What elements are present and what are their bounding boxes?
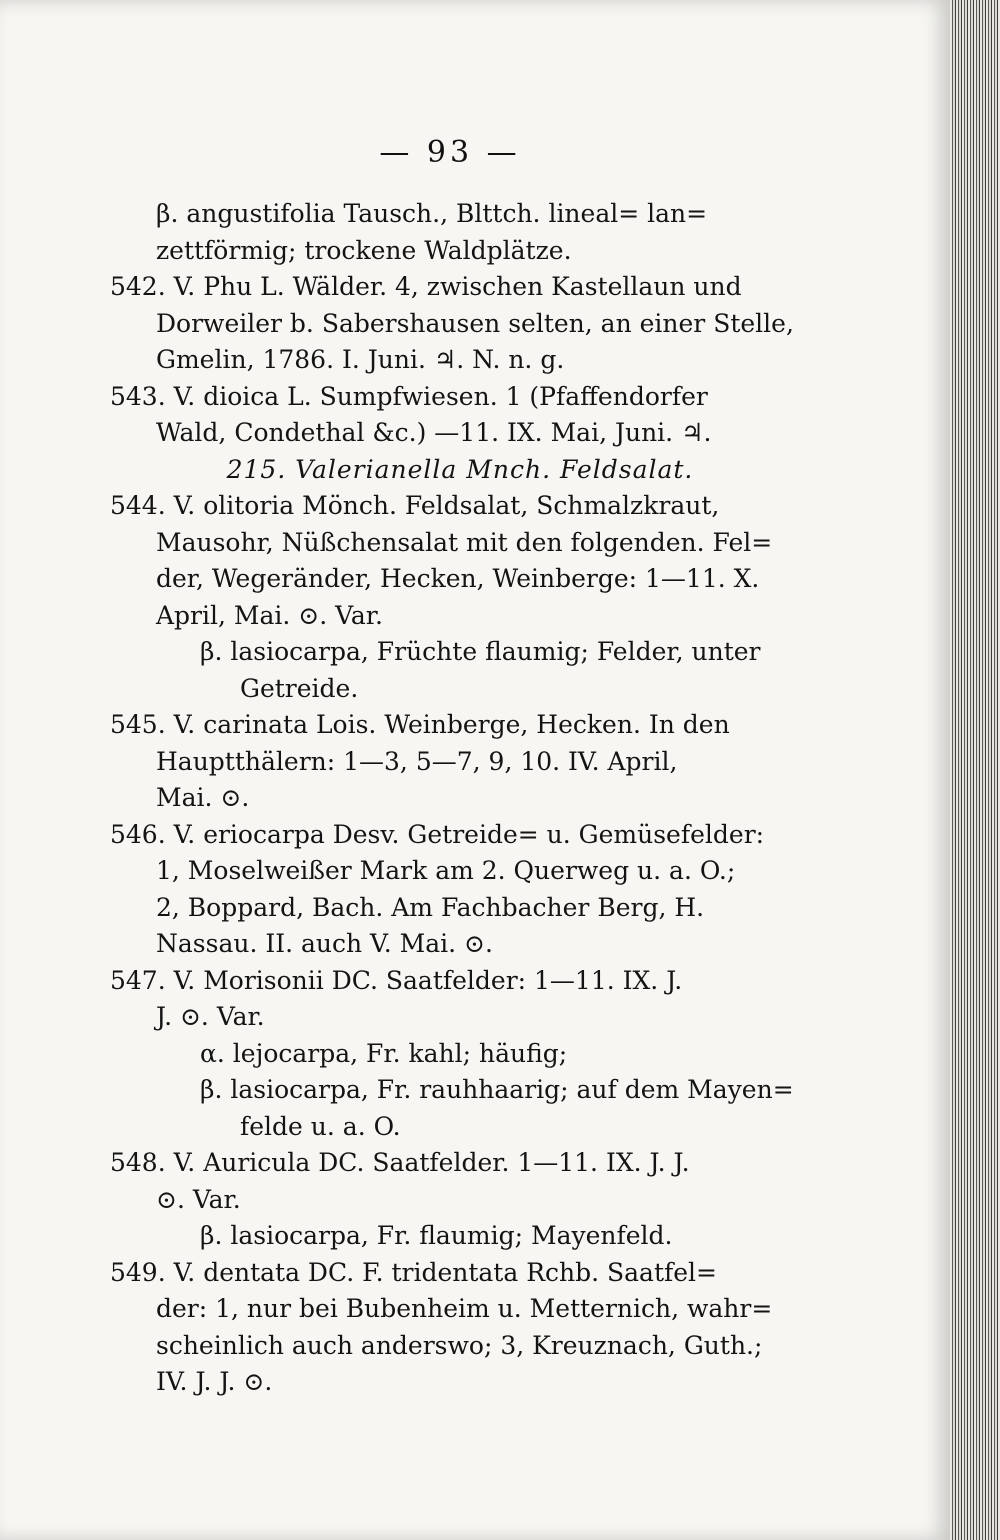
text-line: felde u. a. O.	[240, 1111, 401, 1141]
text-line: β. lasiocarpa, Früchte flaumig; Felder, unter	[200, 637, 761, 666]
page-body	[110, 196, 810, 1401]
genus-heading: 215. Valerianella Mnch. Feldsalat.	[226, 454, 694, 484]
text-line: Wald, Condethal &c.) —11. IX. Mai, Juni. ♃.	[156, 418, 712, 447]
text-line: Hauptthälern: 1—3, 5—7, 9, 10. IV. April,	[156, 746, 678, 776]
page-edge	[950, 0, 1000, 1540]
text-line: IV. J. J. ⊙.	[156, 1367, 273, 1396]
text-line: α. lejocarpa, Fr. kahl; häufig;	[200, 1038, 568, 1068]
text-line: April, Mai. ⊙. Var.	[156, 600, 383, 630]
text-line: β. lasiocarpa, Fr. rauhhaarig; auf dem Mayen=	[200, 1075, 794, 1104]
text-line: 1, Moselweißer Mark am 2. Querweg u. a. O.;	[156, 856, 736, 885]
text-line: 548. V. Auricula DC. Saatfelder. 1—11. IX. J. J.	[110, 1148, 690, 1177]
text-line: Nassau. II. auch V. Mai. ⊙.	[156, 929, 493, 958]
text-line: β. lasiocarpa, Fr. flaumig; Mayenfeld.	[200, 1221, 673, 1250]
text-line: 2, Boppard, Bach. Am Fachbacher Berg, H.	[156, 892, 705, 922]
text-line: scheinlich auch anderswo; 3, Kreuznach, Guth.;	[156, 1330, 763, 1360]
text-line: ⊙. Var.	[156, 1184, 241, 1214]
text-line: 547. V. Morisonii DC. Saatfelder: 1—11. IX. J.	[110, 965, 683, 995]
text-line: Gmelin, 1786. I. Juni. ♃. N. n. g.	[156, 345, 565, 374]
text-line: Dorweiler b. Sabershausen selten, an einer Stelle,	[156, 308, 794, 338]
text-line: 543. V. dioica L. Sumpfwiesen. 1 (Pfaffendorfer	[110, 381, 708, 411]
text-line: J. ⊙. Var.	[156, 1002, 265, 1031]
text-line: 549. V. dentata DC. F. tridentata Rchb. Saatfel=	[110, 1257, 717, 1287]
text-line: Getreide.	[240, 673, 359, 703]
text-line: 542. V. Phu L. Wälder. 4, zwischen Kastellaun und	[110, 272, 742, 301]
text-line: β. angustifolia Tausch., Blttch. lineal= lan=	[156, 199, 708, 228]
text-line: 546. V. eriocarpa Desv. Getreide= u. Gemüsefelder:	[110, 819, 765, 849]
page-number: — 93 —	[379, 135, 521, 170]
text-line: der: 1, nur bei Bubenheim u. Metternich, wahr=	[156, 1294, 773, 1323]
text-line: 544. V. olitoria Mönch. Feldsalat, Schmalzkraut,	[110, 491, 720, 520]
text-line: Mai. ⊙.	[156, 783, 250, 812]
text-line: zettförmig; trockene Waldplätze.	[156, 235, 572, 265]
text-line: 545. V. carinata Lois. Weinberge, Hecken. In den	[110, 710, 730, 739]
text-line: der, Wegeränder, Hecken, Weinberge: 1—11. X.	[156, 564, 760, 593]
text-line: Mausohr, Nüßchensalat mit den folgenden. Fel=	[156, 527, 773, 557]
